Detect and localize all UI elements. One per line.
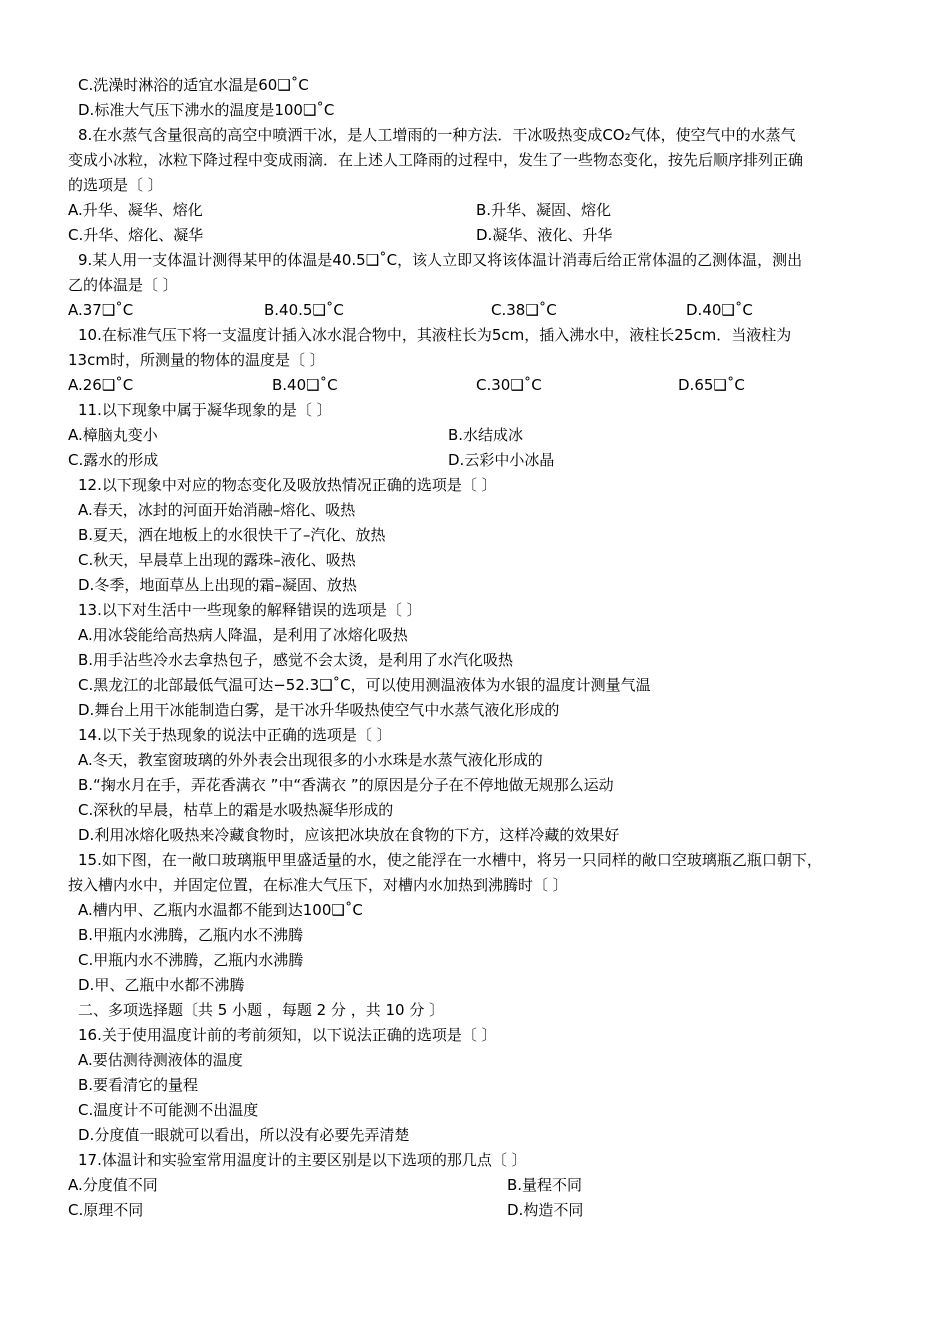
q11-option-d: D.云彩中小冰晶 xyxy=(448,451,555,469)
q15-stem-line1: 15.如下图，在一敞口玻璃瓶甲里盛适量的水，使之能浮在一水槽中，将另一只同样的敞口空玻璃瓶乙瓶口朝下， xyxy=(78,851,822,869)
q9-option-b: B.40.5❑˚C xyxy=(264,301,344,319)
q8-option-d: D.凝华、液化、升华 xyxy=(476,226,613,244)
section-title-multiple-choice: 二、多项选择题〔共 5 小题 ，每题 2 分 ，共 10 分 〕 xyxy=(78,1001,445,1019)
q15-option-b: B.甲瓶内水沸腾，乙瓶内水不沸腾 xyxy=(78,926,304,944)
q15-option-a: A.槽内甲、乙瓶内水温都不能到达100❑˚C xyxy=(78,901,363,919)
q13-option-a: A.用冰袋能给高热病人降温，是利用了冰熔化吸热 xyxy=(78,626,408,644)
q8-stem-line2: 变成小冰粒，冰粒下降过程中变成雨滴．在上述人工降雨的过程中，发生了一些物态变化，按先后顺序排列正确 xyxy=(68,151,804,169)
q12-option-b: B.夏天，洒在地板上的水很快干了–汽化、放热 xyxy=(78,526,386,544)
q14-option-c: C.深秋的早晨，枯草上的霜是水吸热凝华形成的 xyxy=(78,801,394,819)
q11-option-c: C.露水的形成 xyxy=(68,451,159,469)
q16-stem: 16.关于使用温度计前的考前须知，以下说法正确的选项是〔 〕 xyxy=(78,1026,497,1044)
q14-option-a: A.冬天，教室窗玻璃的外外表会出现很多的小水珠是水蒸气液化形成的 xyxy=(78,751,543,769)
q16-option-d: D.分度值一眼就可以看出，所以没有必要先弄清楚 xyxy=(78,1126,410,1144)
q8-stem-line1: 8.在水蒸气含量很高的高空中喷洒干冰，是人工增雨的一种方法．干冰吸热变成CO₂气体，使空气中的水蒸气 xyxy=(78,126,796,144)
q14-stem: 14.以下关于热现象的说法中正确的选项是〔 〕 xyxy=(78,726,392,744)
q14-option-d: D.利用冰熔化吸热来冷藏食物时，应该把冰块放在食物的下方，这样冷藏的效果好 xyxy=(78,826,620,844)
q15-option-d: D.甲、乙瓶中水都不沸腾 xyxy=(78,976,245,994)
q14-option-b: B.“掬水月在手，弄花香满衣 ”中“香满衣 ”的原因是分子在不停地做无规那么运动 xyxy=(78,776,614,794)
q11-option-a: A.樟脑丸变小 xyxy=(68,426,158,444)
q13-option-b: B.用手沾些冷水去拿热包子，感觉不会太烫，是利用了水汽化吸热 xyxy=(78,651,514,669)
q10-option-d: D.65❑˚C xyxy=(678,376,745,394)
q7-option-c: C.洗澡时淋浴的适宜水温是60❑˚C xyxy=(78,76,309,94)
q17-option-a: A.分度值不同 xyxy=(68,1176,158,1194)
q9-option-a: A.37❑˚C xyxy=(68,301,134,319)
q16-option-a: A.要估测待测液体的温度 xyxy=(78,1051,243,1069)
q11-stem: 11.以下现象中属于凝华现象的是〔 〕 xyxy=(78,401,332,419)
q13-option-d: D.舞台上用干冰能制造白雾，是干冰升华吸热使空气中水蒸气液化形成的 xyxy=(78,701,560,719)
q10-option-a: A.26❑˚C xyxy=(68,376,134,394)
q10-stem-line1: 10.在标准气压下将一支温度计插入冰水混合物中，其液柱长为5cm，插入沸水中，液柱长25cm．当液柱为 xyxy=(78,326,792,344)
q12-stem: 12.以下现象中对应的物态变化及吸放热情况正确的选项是〔 〕 xyxy=(78,476,497,494)
q9-option-d: D.40❑˚C xyxy=(686,301,753,319)
q17-option-d: D.构造不同 xyxy=(507,1201,584,1219)
q9-stem-line1: 9.某人用一支体温计测得某甲的体温是40.5❑˚C，该人立即又将该体温计消毒后给正常体温的乙测体温，测出 xyxy=(78,251,803,269)
q9-option-c: C.38❑˚C xyxy=(491,301,557,319)
q8-option-c: C.升华、熔化、凝华 xyxy=(68,226,204,244)
q10-option-b: B.40❑˚C xyxy=(272,376,338,394)
q12-option-c: C.秋天，早晨草上出现的露珠–液化、吸热 xyxy=(78,551,356,569)
q15-option-c: C.甲瓶内水不沸腾，乙瓶内水沸腾 xyxy=(78,951,304,969)
q15-stem-line2: 按入槽内水中，并固定位置，在标准大气压下，对槽内水加热到沸腾时〔 〕 xyxy=(68,876,568,894)
q13-option-c: C.黑龙江的北部最低气温可达−52.3❑˚C，可以使用测温液体为水银的温度计测量气温 xyxy=(78,676,651,694)
q8-stem-line3: 的选项是〔 〕 xyxy=(68,176,163,194)
q17-stem: 17.体温计和实验室常用温度计的主要区别是以下选项的那几点〔 〕 xyxy=(78,1151,527,1169)
q11-option-b: B.水结成冰 xyxy=(448,426,524,444)
q17-option-b: B.量程不同 xyxy=(507,1176,583,1194)
q8-option-a: A.升华、凝华、熔化 xyxy=(68,201,203,219)
q7-option-d: D.标准大气压下沸水的温度是100❑˚C xyxy=(78,101,335,119)
q17-option-c: C.原理不同 xyxy=(68,1201,144,1219)
q10-stem-line2: 13cm时，所测量的物体的温度是〔 〕 xyxy=(68,351,325,369)
q16-option-b: B.要看清它的量程 xyxy=(78,1076,199,1094)
q9-stem-line2: 乙的体温是〔 〕 xyxy=(68,276,178,294)
q13-stem: 13.以下对生活中一些现象的解释错误的选项是〔 〕 xyxy=(78,601,422,619)
q8-option-b: B.升华、凝固、熔化 xyxy=(476,201,612,219)
q12-option-d: D.冬季，地面草丛上出现的霜–凝固、放热 xyxy=(78,576,357,594)
q10-option-c: C.30❑˚C xyxy=(476,376,542,394)
q16-option-c: C.温度计不可能测不出温度 xyxy=(78,1101,259,1119)
q12-option-a: A.春天，冰封的河面开始消融–熔化、吸热 xyxy=(78,501,356,519)
